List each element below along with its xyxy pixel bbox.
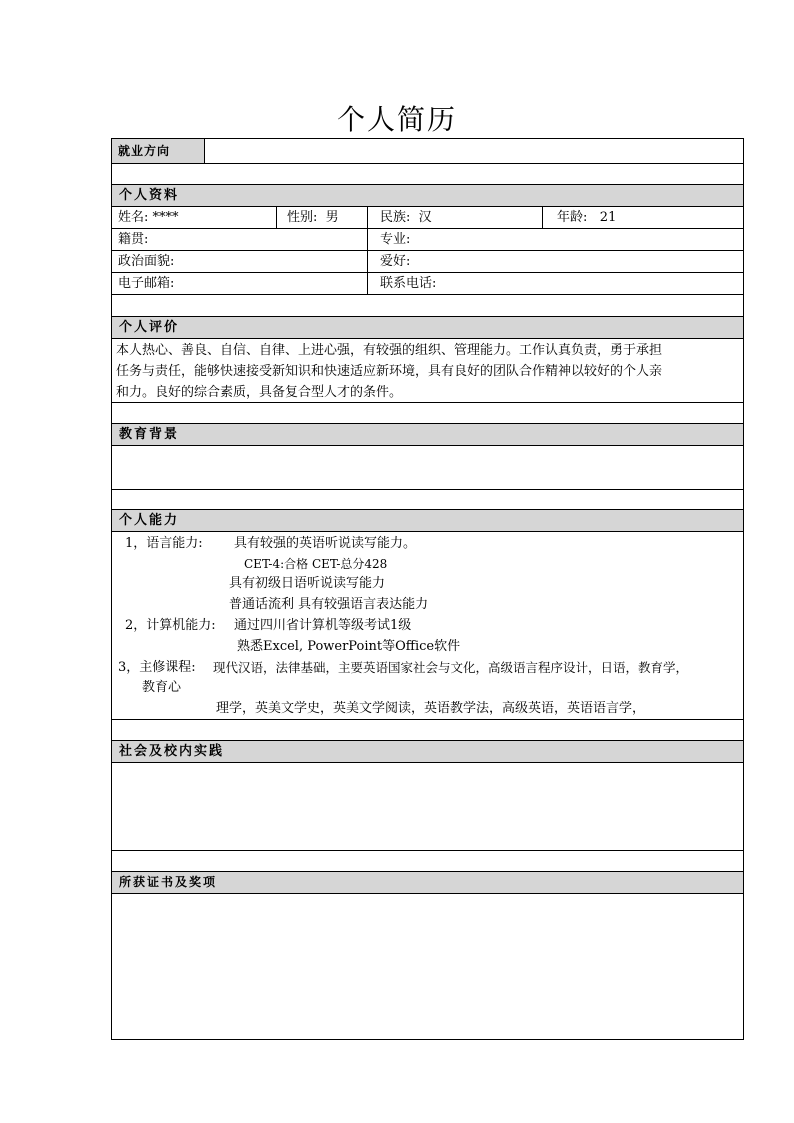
language-ability-item: 普通话流利 具有较强语言表达能力 — [229, 597, 429, 612]
email-label: 电子邮箱: — [112, 273, 368, 294]
major-label: 专业: — [380, 232, 411, 247]
gender-label: 性别: — [287, 210, 318, 225]
self-evaluation-line: 和力。良好的综合素质，具备复合型人才的条件。 — [116, 385, 403, 400]
abilities-body — [112, 532, 743, 720]
name-cell — [112, 207, 277, 228]
spacer-row — [112, 720, 743, 741]
age-label: 年龄: — [557, 210, 588, 225]
language-ability-item: CET-4:合格 CET-总分428 — [244, 557, 388, 571]
spacer-row — [112, 295, 743, 317]
courses-line: 理学，英美文学史，英美文学阅读，英语教学法，高级英语，英语语言学， — [216, 701, 646, 716]
personal-info-row-4 — [112, 273, 743, 295]
computer-ability-item: 熟悉Excel, PowerPoint等Office软件 — [237, 639, 461, 654]
politics-label: 政治面貌: — [112, 251, 368, 272]
courses-line: 教育心 — [142, 680, 182, 695]
self-evaluation-body — [112, 339, 743, 403]
hobby-label: 爱好: — [380, 254, 411, 269]
language-ability-item: 具有较强的英语听说读写能力。 — [234, 536, 417, 551]
name-label: 姓名: — [118, 210, 149, 225]
native-place-label: 籍贯: — [112, 229, 368, 250]
phone-label: 联系电话: — [380, 276, 437, 291]
gender-value: 男 — [325, 210, 339, 225]
ethnicity-value: 汉 — [418, 210, 432, 225]
courses-line: 现代汉语，法律基础，主要英语国家社会与文化，高级语言程序设计，日语，教育学， — [213, 660, 689, 675]
self-evaluation-header: 个人评价 — [112, 317, 743, 339]
language-ability-item: 具有初级日语听说读写能力 — [229, 576, 386, 591]
computer-ability-item: 通过四川省计算机等级考试1级 — [234, 618, 412, 633]
self-evaluation-line: 本人热心、善良、自信、自律、上进心强，有较强的组织、管理能力。工作认真负责，勇于承担 — [116, 343, 663, 358]
education-body — [112, 446, 743, 490]
spacer-row — [112, 490, 743, 510]
spacer-row — [112, 851, 743, 872]
ethnicity-label: 民族: — [380, 210, 411, 225]
ethnicity-cell — [368, 207, 543, 228]
personal-info-row-1 — [112, 207, 743, 229]
job-direction-row — [112, 139, 743, 164]
personal-info-header: 个人资料 — [112, 185, 743, 207]
job-direction-value[interactable] — [205, 139, 743, 163]
abilities-header: 个人能力 — [112, 510, 743, 532]
awards-header: 所获证书及奖项 — [112, 872, 743, 894]
gender-cell — [277, 207, 368, 228]
computer-ability-label: 2，计算机能力: — [125, 618, 216, 633]
courses-label: 3，主修课程: — [118, 660, 196, 675]
personal-info-row-2 — [112, 229, 743, 251]
practice-body — [112, 763, 743, 851]
self-evaluation-line: 任务与责任，能够快速接受新知识和快速适应新环境，具有良好的团队合作精神以较好的个人亲 — [116, 364, 663, 379]
page-title: 个人简历 — [336, 103, 457, 136]
awards-body — [112, 894, 743, 1039]
name-value: **** — [152, 210, 179, 225]
language-ability-label: 1，语言能力: — [125, 536, 203, 551]
personal-info-row-3 — [112, 251, 743, 273]
age-cell — [543, 207, 743, 228]
spacer-row — [112, 164, 743, 185]
practice-header: 社会及校内实践 — [112, 741, 743, 763]
resume-table — [111, 138, 744, 1040]
education-header: 教育背景 — [112, 424, 743, 446]
job-direction-label: 就业方向 — [112, 139, 205, 163]
spacer-row — [112, 403, 743, 424]
age-value: 21 — [599, 210, 617, 225]
